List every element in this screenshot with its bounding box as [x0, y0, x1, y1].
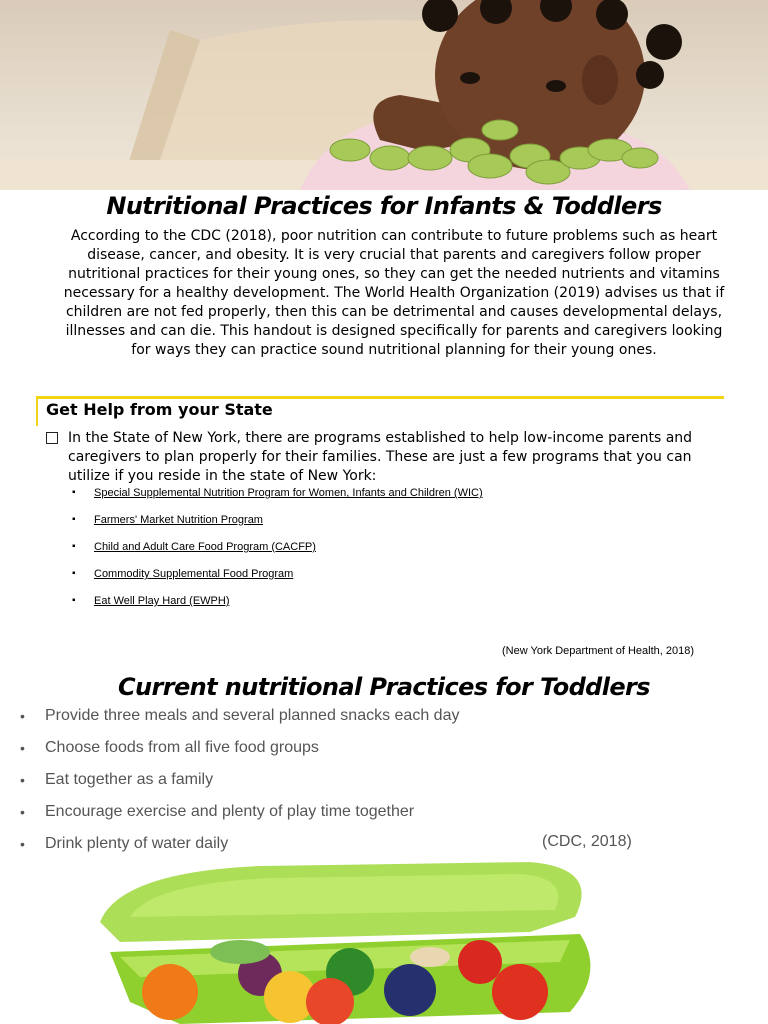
program-item: [72, 513, 483, 540]
hero-photo: [0, 0, 768, 190]
list-item: • Drink plenty of water daily: [20, 833, 459, 865]
state-help-citation: (New York Department of Health, 2018): [502, 645, 694, 657]
practices-title: Current nutritional Practices for Toddlers: [118, 673, 650, 701]
program-link-wic[interactable]: Special Supplemental Nutrition Program for Women, Infants and Children (WIC): [94, 487, 483, 499]
practices-list: [20, 705, 459, 865]
program-item: [72, 540, 483, 567]
lunchbox-photo: [60, 862, 640, 1024]
intro-paragraph: According to the CDC (2018), poor nutrition can contribute to future problems such as heart disease, cancer, and obesity. It is very crucial that parents and caregivers follow proper nutritional practices for their young ones, so they can get the needed nutrients and vitamins necessary for a healthy development. The World Health Organization (2019) advises us that if children are not fed properly, then this can be detrimental and causes developmental delays, illnesses and can die. This handout is designed specifically for parents and caregivers looking for ways they can practice sound nutritional planning for their young ones.: [63, 228, 725, 358]
section-divider-left: [36, 396, 38, 426]
list-item: • Encourage exercise and plenty of play time together: [20, 801, 459, 833]
practices-citation: (CDC, 2018): [542, 833, 632, 850]
state-help-heading: Get Help from your State: [46, 400, 273, 419]
program-item: [72, 567, 483, 594]
checkbox-icon: [46, 432, 58, 444]
program-item: [72, 486, 483, 513]
program-list: [72, 486, 483, 621]
lunchbox-illustration: [60, 862, 640, 1024]
program-link-farmers-market[interactable]: Farmers' Market Nutrition Program: [94, 514, 263, 526]
program-link-commodity[interactable]: Commodity Supplemental Food Program: [94, 568, 294, 580]
program-link-ewph[interactable]: Eat Well Play Hard (EWPH): [94, 595, 230, 607]
page-title: Nutritional Practices for Infants & Toddlers: [106, 192, 662, 220]
state-help-text: In the State of New York, there are programs established to help low-income parents and caregivers to plan properly for their families. These are just a few programs that you can utilize if you reside in the state of New York:: [68, 430, 693, 484]
toddler-eating-grapes-illustration: [0, 0, 768, 190]
program-link-cacfp[interactable]: Child and Adult Care Food Program (CACFP): [94, 541, 316, 553]
section-divider: [36, 396, 724, 399]
list-item: • Choose foods from all five food groups: [20, 737, 459, 769]
program-item: [72, 594, 483, 621]
list-item: • Eat together as a family: [20, 769, 459, 801]
list-item: • Provide three meals and several planned snacks each day: [20, 705, 459, 737]
